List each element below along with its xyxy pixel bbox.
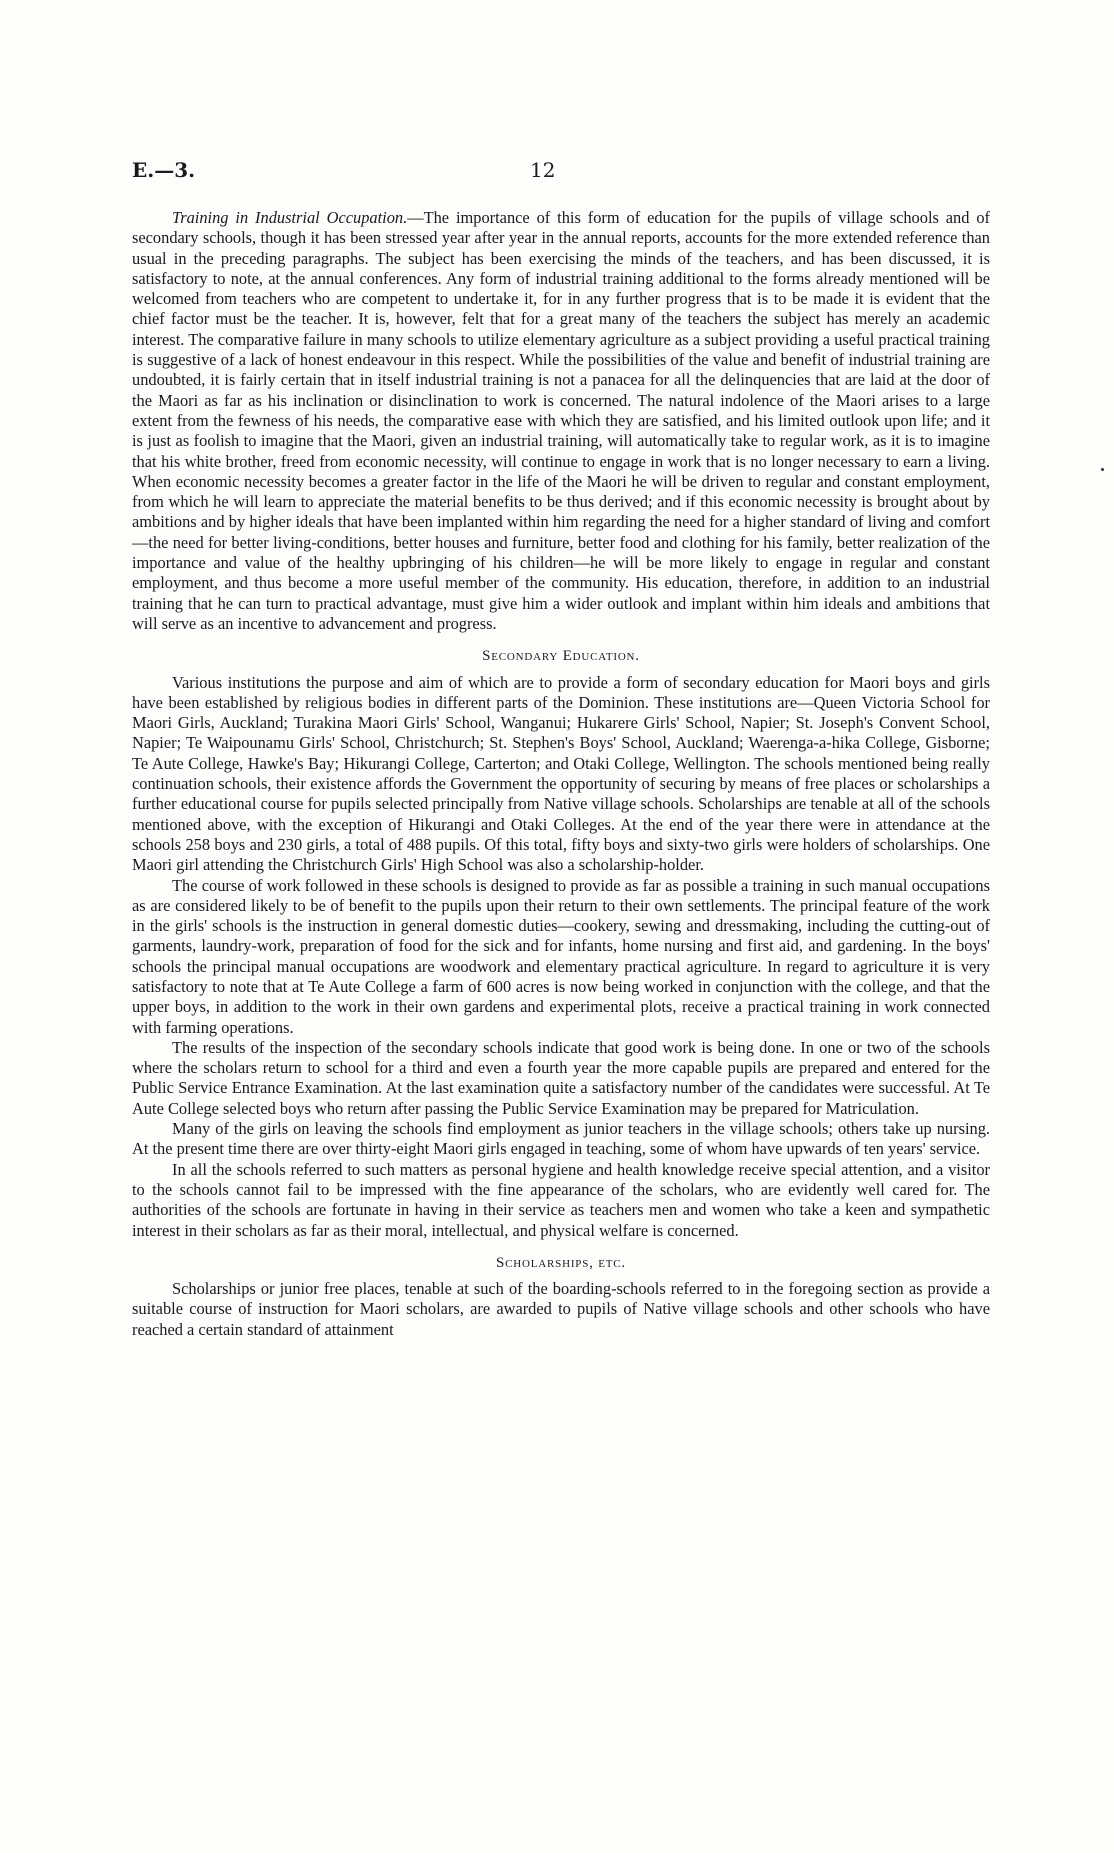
series-code: E.—3. (132, 158, 196, 182)
paragraph-secondary-2: The course of work followed in these schools is designed to provide as far as possible a training in such manual occupations as are considered likely to be of benefit to the pupils upon their return to their own settlements. The principal feature of the work in the girls' schools is the instruction in general domestic duties—cookery, sewing and dressmaking, including the cutting-out of garments, laundry-work, preparation of food for the sick and for infants, home nursing and first aid, and gardening. In the boys' schools the principal manual occupations are woodwork and elementary practical agriculture. In regard to agriculture it is very satisfactory to note that at Te Aute College a farm of 600 acres is now being worked in conjunction with the college, and that the upper boys, in addition to the work in their own gardens and experimental plots, receive a practical training in work connected with farming operations. (132, 875, 990, 1037)
paragraph-secondary-3: The results of the inspection of the secondary schools indicate that good work is being done. In one or two of the schools where the scholars return to school for a third and even a fourth year the more capable pupils are prepared and entered for the Public Service Entrance Examination. At the last examination quite a satisfactory number of the candidates were successful. At Te Aute College selected boys who return after passing the Public Service Examination may be prepared for Matriculation. (132, 1037, 990, 1118)
page-number: 12 (530, 158, 556, 182)
page-header (132, 158, 990, 188)
section-heading-secondary-education: Secondary Education. (482, 648, 640, 665)
paragraph-scholarships-1: Scholarships or junior free places, tenable at such of the boarding-schools referred to in the foregoing section as provide a suitable course of instruction for Maori scholars, are awarded to pupils of Native village schools and other schools who have reached a certain standard of attainment (132, 1279, 990, 1339)
paragraph-industrial-training (132, 208, 990, 634)
paragraph-secondary-4: Many of the girls on leaving the schools find employment as junior teachers in the village schools; others take up nursing. At the present time there are over thirty-eight Maori girls engaged in teaching, some of whom have upwards of ten years' service. (132, 1119, 990, 1159)
section-heading-scholarships: Scholarships, etc. (496, 1254, 626, 1271)
paragraph-lead: Training in Industrial Occupation. (172, 208, 408, 227)
paragraph-secondary-5: In all the schools referred to such matters as personal hygiene and health knowledge receive special attention, and a visitor to the schools cannot fail to be impressed with the fine appearance of the scholars, who are evidently well cared for. The authorities of the schools are fortunate in having in their service as teachers men and women who take a keen and sympathetic interest in their scholars as far as their moral, intellectual, and physical welfare is concerned. (132, 1159, 990, 1240)
paragraph-secondary-1: Various institutions the purpose and aim of which are to provide a form of secondary education for Maori boys and girls have been established by religious bodies in different parts of the Dominion. These institutions are—Queen Victoria School for Maori Girls, Auckland; Turakina Maori Girls' School, Wanganui; Hukarere Girls' School, Napier; St. Joseph's Convent School, Napier; Te Waipounamu Girls' School, Christchurch; St. Stephen's Boys' School, Auckland; Waerenga-a-hika College, Gisborne; Te Aute College, Hawke's Bay; Hikurangi College, Carterton; and Otaki College, Wellington. The schools mentioned being really continuation schools, their existence affords the Government the opportunity of securing by means of free places or scholarships a further educational course for pupils selected principally from Native village schools. Scholarships are tenable at all of the schools mentioned above, with the exception of Hikurangi and Otaki Colleges. At the end of the year there were in attendance at the schools 258 boys and 230 girls, a total of 488 pupils. Of this total, fifty boys and sixty-two girls were holders of scholarships. One Maori girl attending the Christchurch Girls' High School was also a scholarship-holder. (132, 672, 990, 875)
scan-speck (1101, 468, 1104, 471)
paragraph-text: —The importance of this form of education for the pupils of village schools and of secondary schools, though it has been stressed year after year in the annual reports, accounts for the more extended reference than usual in the preceding paragraphs. The subject has been exercising the minds of the teachers, and has been discussed, it is satisfactory to note, at the annual conferences. Any form of industrial training additional to the forms already mentioned will be welcomed from teachers who are competent to undertake it, for in any further progress that is to be made it is evident that the chief factor must be the teacher. It is, however, felt that for a great many of the teachers the subject has merely an academic interest. The comparative failure in many schools to utilize elementary agriculture as a subject providing a useful practical training is suggestive of a lack of honest endeavour in this respect. While the possibilities of the value and benefit of industrial training are undoubted, it is fairly certain that in itself industrial training is not a panacea for all the delinquencies that are laid at the door of the Maori as far as his inclination or disinclination to work is concerned. The natural indolence of the Maori arises to a large extent from the fewness of his needs, the comparative ease with which they are satisfied, and his limited outlook upon life; and it is just as foolish to imagine that the Maori, given an industrial training, will automatically take to regular work, as it is to imagine that his white brother, freed from economic necessity, will continue to engage in work that is no longer necessary to earn a living. When economic necessity becomes a greater factor in the life of the Maori he will be driven to regular and constant employment, from which he will learn to appreciate the material benefits to be thus derived; and if this economic necessity is brought about by ambitions and by higher ideals that have been implanted within him regarding the need for a higher standard of living and comfort—the need for better living-conditions, better houses and furniture, better food and clothing for his family, better realization of the importance and value of the healthy upbringing of his children—he will be more likely to engage in regular and constant employment, and thus become a more useful member of the community. His education, therefore, in addition to an industrial training that he can turn to practical advantage, must give him a wider outlook and implant within him ideals and ambitions that will serve as an incentive to advancement and progress. (132, 208, 991, 633)
document-body (132, 208, 990, 1340)
